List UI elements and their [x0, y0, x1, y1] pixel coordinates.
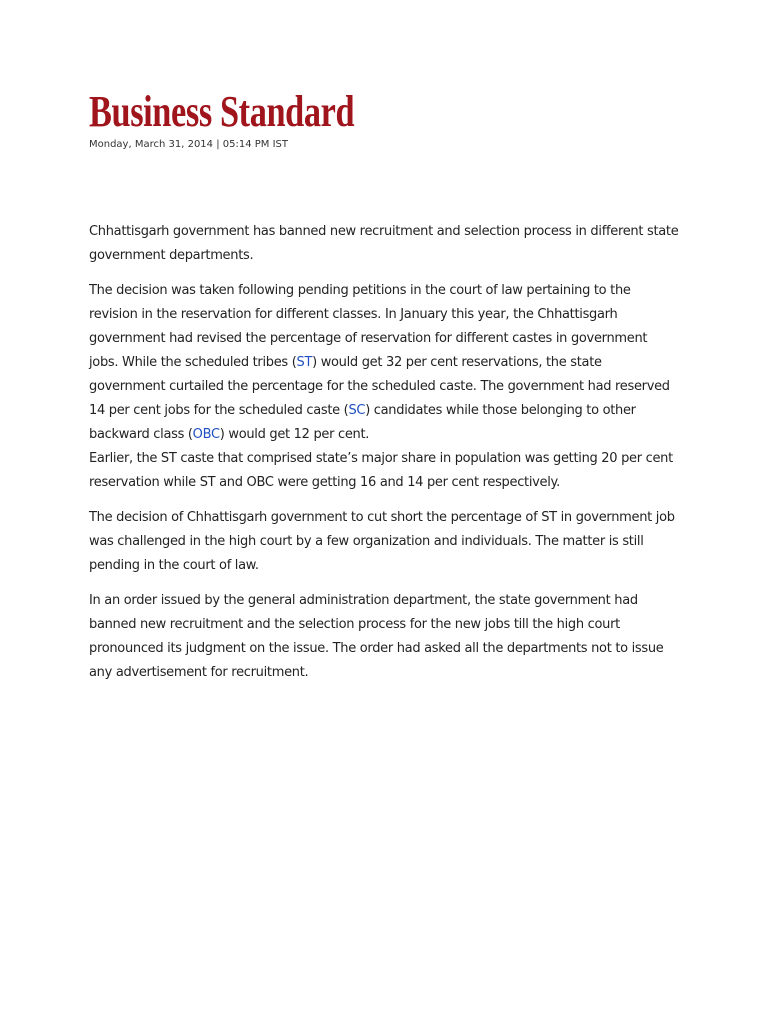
paragraph-earlier: Earlier, the ST caste that comprised state’s major share in population was getting 20 per cent reservation while ST and OBC were getting 16 and 14 per cent respectively.	[89, 451, 673, 490]
keyword-link-st[interactable]: ST	[296, 355, 313, 370]
dateline: Monday, March 31, 2014 | 05:14 PM IST	[89, 139, 288, 150]
paragraph-order: In an order issued by the general administration department, the state government had banned new recruitment and the selection process for the new jobs till the high court pronounced its judgment on the issue. The order had asked all the departments not to issue any advertisement for recruitment.	[89, 593, 664, 680]
keyword-link-obc[interactable]: OBC	[192, 427, 220, 442]
article-body	[89, 220, 679, 696]
paragraph-text: ) would get 32 per cent reservations, the state government curtailed the percentage for the scheduled caste. The government had reserved 14 per cent jobs for the scheduled caste (	[89, 355, 670, 418]
paragraph-text: ) candidates while those belonging to other backward class (	[89, 403, 636, 442]
paragraph-text: The decision was taken following pending petitions in the court of law pertaining to the revision in the reservation for different classes. In January this year, the Chhattisgarh government had revised the percentage of reservation for different castes in government jobs. While the scheduled tribes (	[89, 283, 648, 370]
paragraph-intro: Chhattisgarh government has banned new recruitment and selection process in different state government departments.	[89, 224, 679, 263]
masthead-logo: Business Standard	[89, 87, 355, 136]
paragraph-challenge: The decision of Chhattisgarh government to cut short the percentage of ST in government job was challenged in the high court by a few organization and individuals. The matter is still pending in the court of law.	[89, 510, 675, 573]
keyword-link-sc[interactable]: SC	[348, 403, 366, 418]
paragraph-text: ) would get 12 per cent.	[219, 427, 370, 442]
paragraph-decision	[89, 279, 679, 447]
